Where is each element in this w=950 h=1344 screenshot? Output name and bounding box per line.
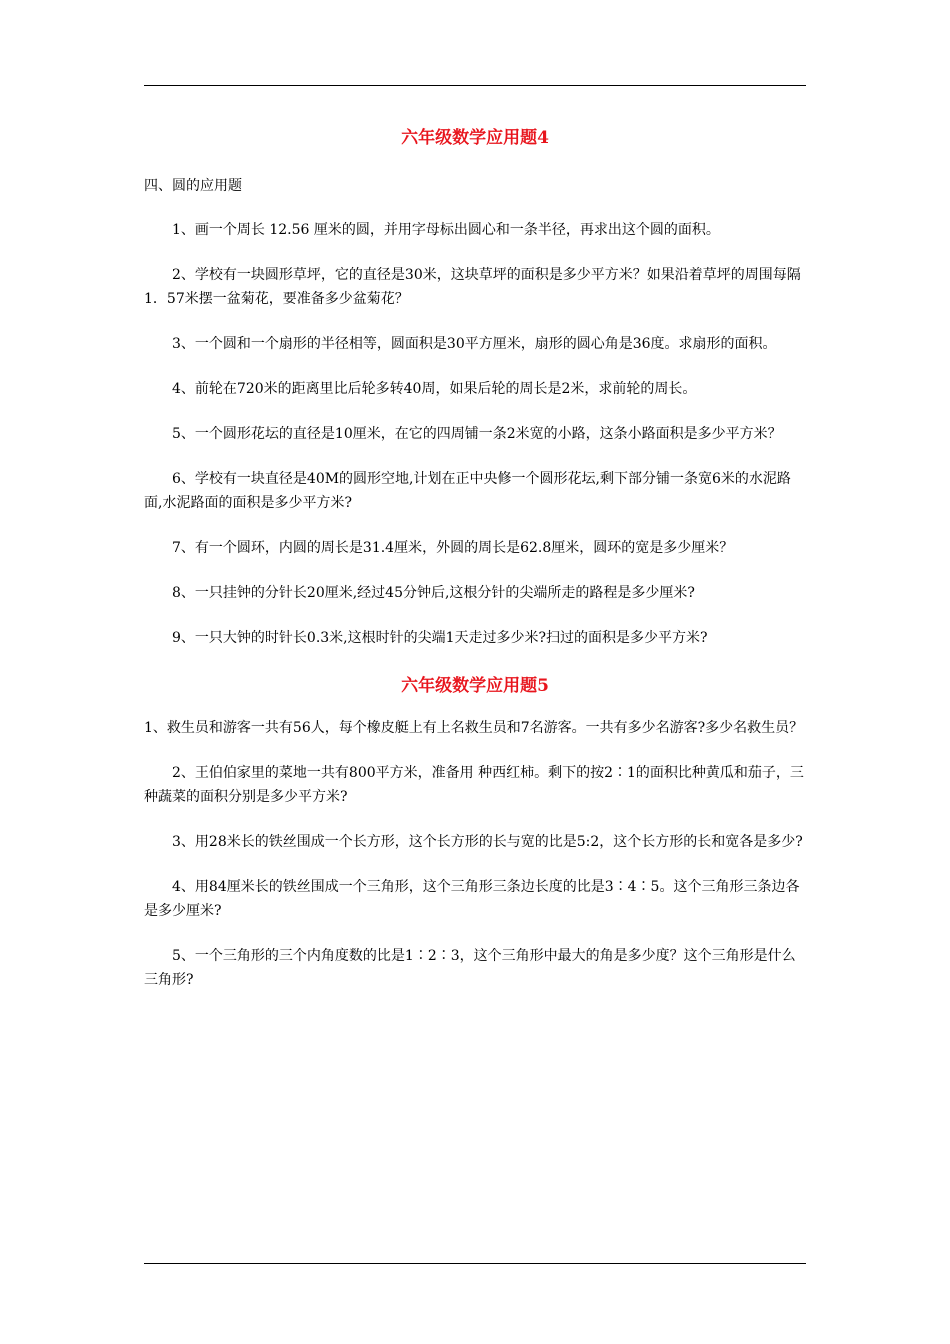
question-5-3: 3、用28米长的铁丝围成一个长方形，这个长方形的长与宽的比是5:2，这个长方形的长和宽各是多少? (172, 834, 803, 850)
question-5-4: 4、用84厘米长的铁丝围成一个三角形，这个三角形三条边长度的比是3∶4∶5。这个三角形三条边各是多少厘米? (144, 879, 800, 919)
question-5-2: 2、王伯伯家里的菜地一共有800平方米，准备用 种西红柿。剩下的按2∶1的面积比种黄瓜和茄子，三种蔬菜的面积分别是多少平方米? (144, 765, 804, 805)
footer-rule (144, 1263, 806, 1264)
question-4-2: 2、学校有一块圆形草坪，它的直径是30米，这块草坪的面积是多少平方米？如果沿着草坪的周围每隔1．57米摆一盆菊花，要准备多少盆菊花？ (144, 267, 801, 307)
question-4-5: 5、一个圆形花坛的直径是10厘米，在它的四周铺一条2米宽的小路，这条小路面积是多少平方米？ (172, 426, 782, 442)
section-heading: 四、圆的应用题 (144, 178, 242, 194)
question-4-9: 9、一只大钟的时针长0.3米,这根时针的尖端1天走过多少米?扫过的面积是多少平方米? (172, 630, 708, 646)
question-5-5: 5、一个三角形的三个内角度数的比是1∶2∶3，这个三角形中最大的角是多少度？这个三角形是什么三角形? (144, 948, 796, 988)
question-4-6: 6、学校有一块直径是40M的圆形空地,计划在正中央修一个圆形花坛,剩下部分铺一条宽6米的水泥路面,水泥路面的面积是多少平方米? (144, 471, 791, 511)
document-body (144, 120, 806, 1013)
question-4-8: 8、一只挂钟的分针长20厘米,经过45分钟后,这根分针的尖端所走的路程是多少厘米? (172, 585, 695, 601)
question-5-1: 1、救生员和游客一共有56人，每个橡皮艇上有上名救生员和7名游客。一共有多少名游客?多少名救生员？ (144, 720, 804, 736)
question-4-7: 7、有一个圆环，内圆的周长是31.4厘米，外圆的周长是62.8厘米，圆环的宽是多少厘米？ (172, 540, 734, 556)
worksheet-title-5: 六年级数学应用题5 (401, 676, 549, 696)
worksheet-title-4: 六年级数学应用题4 (401, 128, 549, 148)
question-4-4: 4、前轮在720米的距离里比后轮多转40周，如果后轮的周长是2米，求前轮的周长。 (172, 381, 697, 397)
question-4-1: 1、画一个周长 12.56 厘米的圆，并用字母标出圆心和一条半径，再求出这个圆的面积。 (172, 222, 720, 238)
header-rule (144, 85, 806, 86)
question-4-3: 3、一个圆和一个扇形的半径相等，圆面积是30平方厘米，扇形的圆心角是36度。求扇形的面积。 (172, 336, 777, 352)
